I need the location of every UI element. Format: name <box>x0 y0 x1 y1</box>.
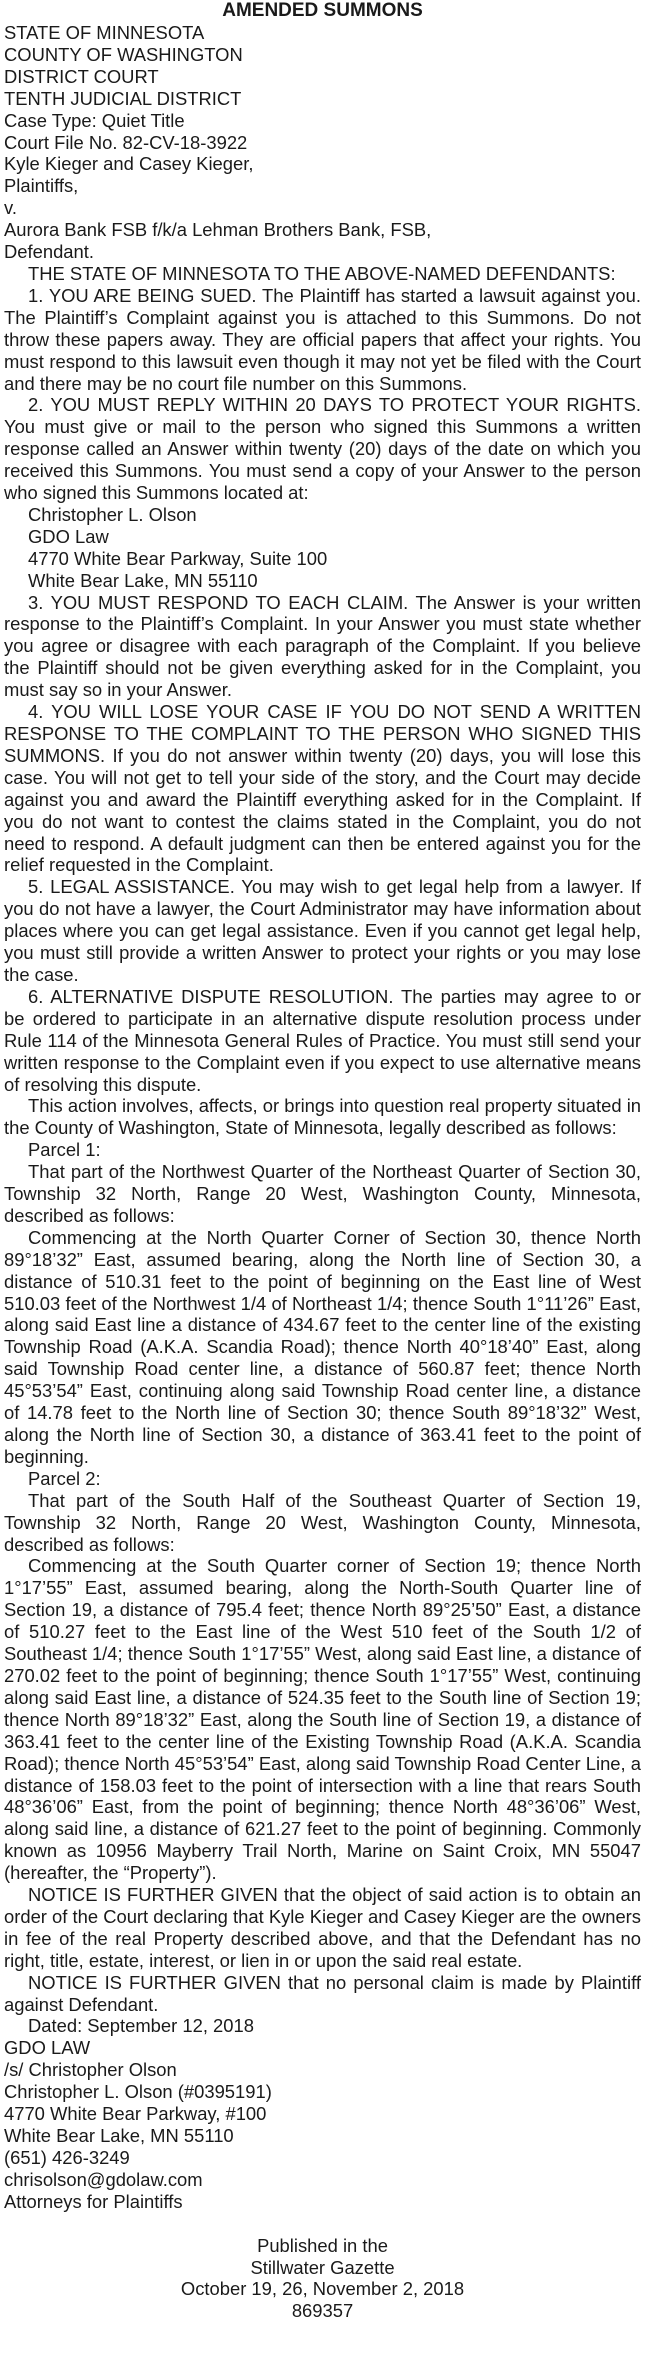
paragraph-6: 6. ALTERNATIVE DISPUTE RESOLUTION. The parties may agree to or be ordered to participate in an alternative dispute resolution process under Rule 114 of the Minnesota General Rules of Practice. You must still send your written response to the Complaint even if you expect to use alternative means of resolving this dispute. <box>4 985 641 1095</box>
address-line: 4770 White Bear Parkway, Suite 100 <box>28 547 328 569</box>
parcel-1-description: That part of the Northwest Quarter of the Northeast Quarter of Section 30, Township 32 North, Range 20 West, Washington County, Minnesota, described as follows: <box>4 1161 641 1226</box>
firm-email: chrisolson@gdolaw.com <box>4 2168 203 2190</box>
caption-line: DISTRICT COURT <box>4 65 159 87</box>
signature-block <box>4 2037 641 2212</box>
court-file-number: Court File No. 82-CV-18-3922 <box>4 131 248 153</box>
parcel-1-legal: Commencing at the North Quarter Corner of Section 30, thence North 89°18’32” East, assumed bearing, along the North line of Section 30, a distance of 510.31 feet to the point of beginning on the East line of West 510.03 feet of the Northwest 1/4 of Northeast 1/4; thence South 1°11’26” East, along said East line a distance of 434.67 feet to the center line of the existing Township Road (A.K.A. Scandia Road); thence North 40°18’40” East, along said Township Road center line, a distance of 560.87 feet; thence North 45°53’54” East, continuing along said Township Road center line, a distance of 14.78 feet to the North line of Section 30; thence South 89°18’32” West, along the North line of Section 30, a distance of 363.41 feet to the point of beginning. <box>4 1226 641 1467</box>
notice-id: 869357 <box>291 2300 354 2322</box>
paragraph-2: 2. YOU MUST REPLY WITHIN 20 DAYS TO PROTECT YOUR RIGHTS. You must give or mail to the person who signed this Summons a written response called an Answer within twenty (20) days of the date on which you received this Summons. You must send a copy of your Answer to the person who signed this Summons located at: <box>4 394 641 504</box>
attorney-role: Attorneys for Plaintiffs <box>4 2190 183 2212</box>
firm-address: 4770 White Bear Parkway, #100 <box>4 2103 267 2125</box>
newspaper-name: Stillwater Gazette <box>250 2256 395 2278</box>
attorney-name: Christopher L. Olson (#0395191) <box>4 2081 272 2103</box>
paragraph-1: 1. YOU ARE BEING SUED. The Plaintiff has started a lawsuit against you. The Plaintiff’s Complaint against you is attached to this Summons. Do not throw these papers away. They are official papers that affect your rights. You must respond to this lawsuit even though it may not yet be filed with the Court and there may be no court file number on this Summons. <box>4 284 641 394</box>
notice-title: AMENDED SUMMONS <box>222 0 423 21</box>
parcel-2-heading: Parcel 2: <box>28 1467 101 1489</box>
parcel-2-legal: Commencing at the South Quarter corner of Section 19; thence North 1°17’55” East, assumed bearing, along the North-South Quarter line of Section 19, a distance of 795.4 feet; thence North 89°25’50” East, a distance of 510.27 feet to the East line of the West 510 feet of the South 1/2 of Southeast 1/4; thence South 1°17’55” West, along said East line, a distance of 270.02 feet to the point of beginning; thence South 1°17’55” West, continuing along said East line, a distance of 524.35 feet to the South line of Section 19; thence North 89°18’32” East, along the South line of Section 19, a distance of 363.41 feet to the center line of the Existing Township Road (A.K.A. Scandia Road); thence North 45°53’54” East, along said Township Road Center Line, a distance of 158.03 feet to the point of intersection with a line that rears South 48°36’06” East, from the point of beginning; thence North 48°36’06” West, along said line, a distance of 621.27 feet to the point of beginning. Commonly known as 10956 Mayberry Trail North, Marine on Saint Croix, MN 55047 (hereafter, the “Property”). <box>4 1555 641 1884</box>
paragraph-5: 5. LEGAL ASSISTANCE. You may wish to get legal help from a lawyer. If you do not have a lawyer, the Court Administrator may have information about places where you can get legal assistance. Even if you cannot get legal help, you must still provide a written Answer to protect your rights or you may lose the case. <box>4 876 641 985</box>
property-intro: This action involves, affects, or brings into question real property situated in the County of Washington, State of Minnesota, legally described as follows: <box>4 1095 642 1139</box>
caption-line: STATE OF MINNESOTA <box>4 22 205 43</box>
paragraph-4: 4. YOU WILL LOSE YOUR CASE IF YOU DO NOT SEND A WRITTEN RESPONSE TO THE COMPLAINT TO THE PERSON WHO SIGNED THIS SUMMONS. If you do not answer within twenty (20) days, you will lose this case. You will not get to tell your side of the story, and the Court may decide against you and award the Plaintiff everything asked for in the Complaint. If you do not want to contest the claims stated in the Complaint, you do not need to respond. A default judgment can then be entered against you for the relief requested in the Complaint. <box>4 701 641 876</box>
paragraph-3: 3. YOU MUST RESPOND TO EACH CLAIM. The Answer is your written response to the Plaintiff’s Complaint. In your Answer you must state whether you agree or disagree with each paragraph of the Complaint. If you believe the Plaintiff should not be given everything asked for in the Complaint, you must say so in your Answer. <box>4 591 641 701</box>
caption-line: Defendant. <box>4 241 94 263</box>
plaintiff-names: Kyle Kieger and Casey Kieger, <box>4 153 254 175</box>
signature: /s/ Christopher Olson <box>4 2059 177 2081</box>
parcel-2-description: That part of the South Half of the Southeast Quarter of Section 19, Township 32 North, Range 20 West, Washington County, Minnesota, described as follows: <box>4 1489 641 1555</box>
notice-paragraph-2: NOTICE IS FURTHER GIVEN that no personal claim is made by Plaintiff against Defendant. <box>4 1971 641 2015</box>
caption-line: COUNTY OF WASHINGTON <box>4 43 243 65</box>
firm-phone: (651) 426-3249 <box>4 2146 130 2168</box>
caption-line: v. <box>4 197 17 219</box>
caption-line: Plaintiffs, <box>4 175 79 197</box>
address-line: GDO Law <box>28 525 109 547</box>
firm-city: White Bear Lake, MN 55110 <box>4 2125 234 2146</box>
intro-line: THE STATE OF MINNESOTA TO THE ABOVE-NAMED DEFENDANTS: <box>28 262 616 284</box>
case-caption <box>4 22 641 263</box>
defendant-name: Aurora Bank FSB f/k/a Lehman Brothers Bank, FSB, <box>4 219 432 241</box>
address-line: White Bear Lake, MN 55110 <box>28 569 258 591</box>
address-line: Christopher L. Olson <box>28 503 197 525</box>
parcel-1-heading: Parcel 1: <box>28 1139 101 1161</box>
firm-name: GDO LAW <box>4 2037 91 2059</box>
publication-dates: October 19, 26, November 2, 2018 <box>180 2278 465 2300</box>
caption-line: TENTH JUDICIAL DISTRICT <box>4 87 242 109</box>
dated-line: Dated: September 12, 2018 <box>28 2015 254 2037</box>
notice-paragraph-1: NOTICE IS FURTHER GIVEN that the object of said action is to obtain an order of the Court declaring that Kyle Kieger and Casey Kieger are the owners in fee of the real Property described above, and that the Defendant has no right, title, estate, interest, or lien in or upon the said real estate. <box>4 1884 641 1971</box>
publication-line: Published in the <box>257 2234 388 2256</box>
publication-info <box>4 2235 641 2323</box>
case-type: Case Type: Quiet Title <box>4 109 185 131</box>
attorney-address <box>4 504 641 592</box>
